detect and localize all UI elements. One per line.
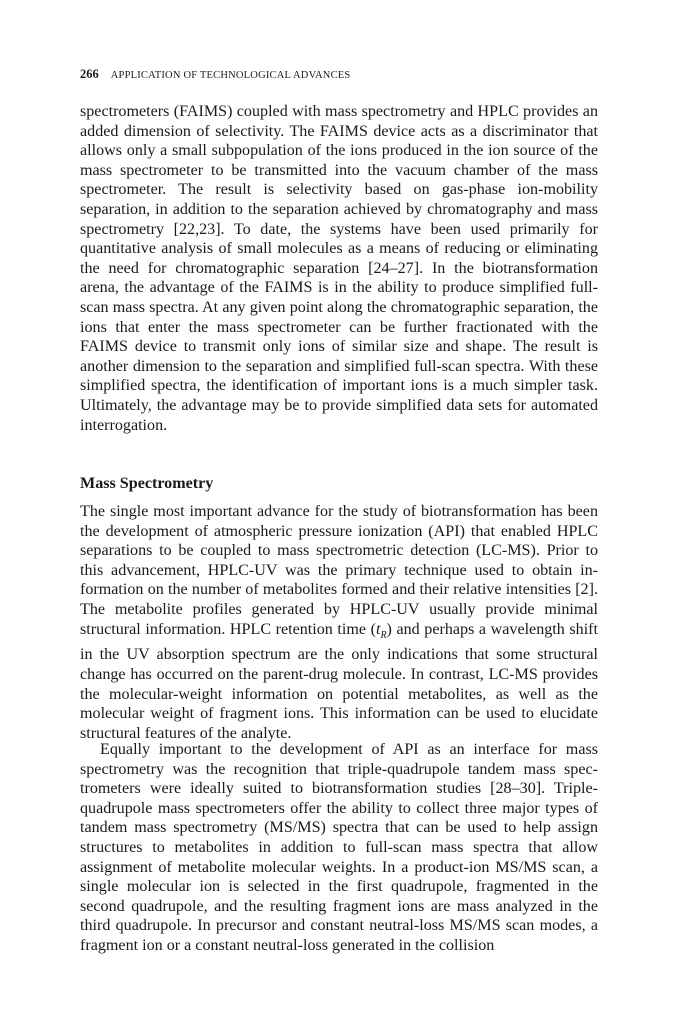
running-title: APPLICATION OF TECHNOLOGICAL ADVANCES bbox=[110, 70, 351, 81]
running-header bbox=[80, 66, 598, 84]
paragraph-triple-quad bbox=[80, 740, 598, 956]
section-heading: Mass Spectrometry bbox=[80, 475, 214, 492]
paragraph-api-part1: The single most important advance for the study of biotransformation has been the development of atmospheric pressure ionization (API) that enabled HPLC separations to be coupled to mass spectrometric detection (LC-MS). Prior to this advancement, HPLC-UV was the primary technique used to obtain information on the number of metabolites formed and their relative intensities [2]. The metabolite profiles generated by HPLC-UV usually provide minimal structural information. HPLC retention time ( bbox=[80, 503, 598, 638]
paragraph-api bbox=[80, 502, 598, 743]
paragraph-triple-quad-text: Equally important to the development of API as an interface for mass spectrometry was the recognition that triple-quadrupole tandem mass spectrometers were ideally suited to biotransformation studies [28–30]. Triple-quadrupole mass spectrometers offer the ability to collect three major types of tandem mass spectrometry (MS/MS) spectra that can be used to help assign structures to metabolites in addition to full-scan mass spectra that allow assignment of metabolite molecular weights. In a product-ion MS/MS scan, a single molecular ion is selected in the first quadrupole, fragmented in the second quadrupole, and the resulting fragment ions are mass analyzed in the third quadrupole. In precursor and constant neutral-loss MS/MS scan modes, a fragment ion or a constant neutral-loss generated in the collision bbox=[80, 741, 598, 954]
paragraph-api-part2: ) and perhaps a wavelength shift in the UV absorption spectrum are the only indications that some structural change has occurred on the parent-drug molecule. In contrast, LC-MS provides the molecular-weight information on potential metabolites, as well as the molecular weight of fragment ions. This information can be used to elucidate structural features of the analyte. bbox=[80, 620, 598, 742]
retention-time-subscript: R bbox=[380, 629, 387, 641]
page-number: 266 bbox=[80, 67, 99, 81]
retention-time-symbol: t bbox=[375, 620, 381, 638]
paragraph-faims bbox=[80, 102, 598, 435]
paragraph-faims-text: spectrometers (FAIMS) coupled with mass spectrometry and HPLC provides an added dimension of selectivity. The FAIMS device acts as a discriminator that allows only a small subpopulation of the ions produced in the ion source of the mass spectrometer to be transmitted into the vacuum chamber of the mass spectrometer. The result is selectivity based on gas-phase ion-mobility separation, in addition to the separation achieved by chromatography and mass spectrometry [22,23]. To date, the systems have been used primarily for quantitative analysis of small molecules as a means of reducing or eliminating the need for chromatographic separation [24–27]. In the biotransformation arena, the advantage of the FAIMS is in the ability to produce simplified full-scan mass spectra. At any given point along the chromatographic separation, the ions that enter the mass spectrometer can be further fractionated with the FAIMS device to transmit only ions of similar size and shape. The result is another dimension to the separation and simplified full-scan spectra. With these simplified spectra, the identification of important ions is a much simpler task. Ultimately, the advantage may be to provide simplified data sets for automated interrogation. bbox=[80, 103, 598, 434]
paragraph-api-text bbox=[80, 502, 598, 743]
